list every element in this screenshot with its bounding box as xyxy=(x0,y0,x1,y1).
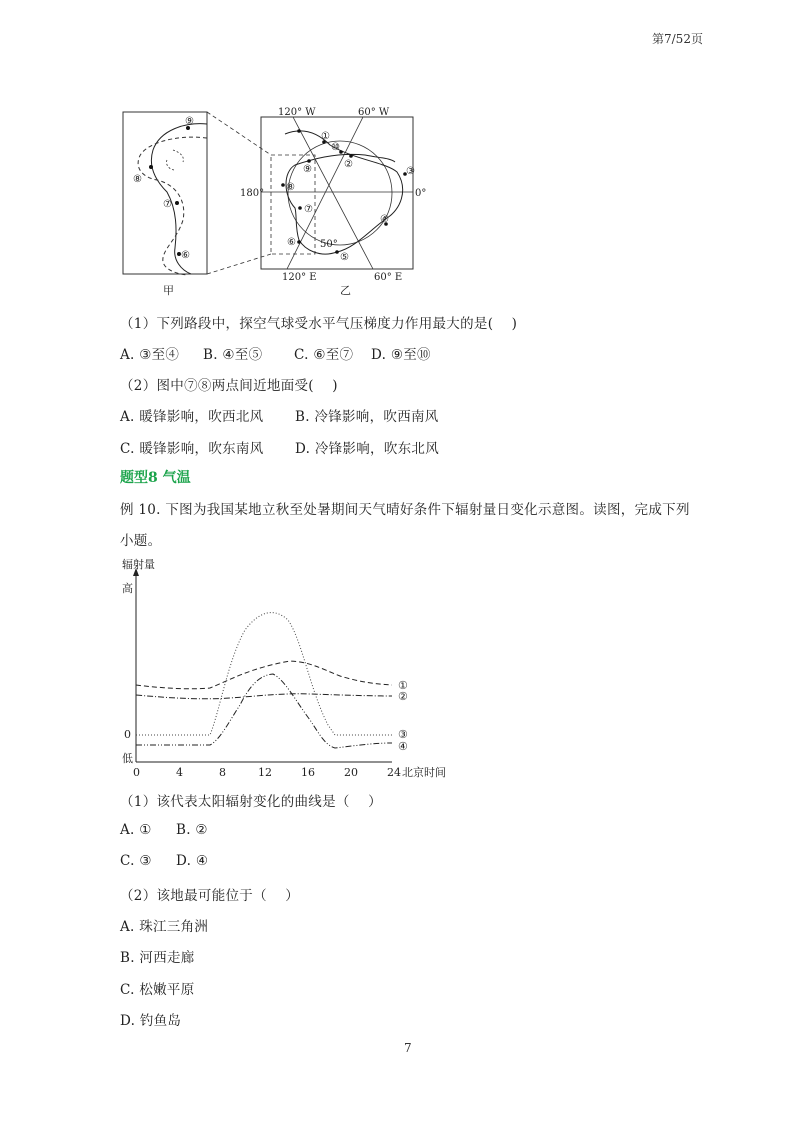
label-50: 50° xyxy=(320,239,338,250)
svg-text:⑥: ⑥ xyxy=(287,237,296,248)
svg-text:⑩: ⑩ xyxy=(331,142,340,153)
question-3-option-a: A. ① xyxy=(120,822,152,838)
label-120e: 120° E xyxy=(282,272,317,283)
x-axis-label: 北京时间 xyxy=(402,766,446,779)
question-2-option-c: C. 暖锋影响，吹东南风 xyxy=(120,441,264,457)
svg-text:②: ② xyxy=(344,159,353,170)
point-8-left: ⑧ xyxy=(133,174,142,185)
svg-text:20: 20 xyxy=(344,766,358,779)
section-heading: 题型8 气温 xyxy=(120,470,191,486)
legend-4: ④ xyxy=(398,740,408,753)
question-4-option-c: C. 松嫩平原 xyxy=(120,982,195,998)
question-2-option-b: B. 冷锋影响，吹西南风 xyxy=(295,409,439,425)
legend-3: ③ xyxy=(398,728,408,741)
label-60e: 60° E xyxy=(374,272,403,283)
question-3-option-b: B. ② xyxy=(176,822,208,838)
question-1-option-b: B. ④至⑤ xyxy=(203,347,263,363)
y-tick-low: 低 xyxy=(122,752,133,765)
legend-1: ① xyxy=(398,679,408,692)
svg-text:①: ① xyxy=(321,131,330,142)
question-4-stem: （2）该地最可能位于（ ） xyxy=(120,888,300,904)
svg-text:4: 4 xyxy=(176,766,183,779)
question-2-option-a: A. 暖锋影响，吹西北风 xyxy=(120,409,264,425)
question-2-option-d: D. 冷锋影响，吹东北风 xyxy=(295,441,440,457)
question-4-option-b: B. 河西走廊 xyxy=(120,950,195,966)
svg-text:④: ④ xyxy=(380,214,389,225)
label-180: 180° xyxy=(240,188,265,199)
svg-text:⑦: ⑦ xyxy=(304,204,313,215)
svg-text:16: 16 xyxy=(301,766,315,779)
example-10-line-1: 例 10. 下图为我国某地立秋至处暑期间天气晴好条件下辐射量日变化示意图。读图，完成下列 xyxy=(120,502,690,518)
y-tick-high: 高 xyxy=(122,582,133,595)
svg-text:24: 24 xyxy=(387,766,401,779)
question-3-option-d: D. ④ xyxy=(176,853,209,869)
y-axis-label: 辐射量 xyxy=(122,558,155,571)
panel-label-jia: 甲 xyxy=(163,284,175,297)
point-9-left: ⑨ xyxy=(185,116,194,127)
question-2-stem: （2）图中⑦⑧两点间近地面受( ) xyxy=(120,378,338,394)
svg-text:12: 12 xyxy=(258,766,272,779)
radiation-chart xyxy=(110,550,480,780)
label-0: 0° xyxy=(415,188,427,199)
y-tick-zero: 0 xyxy=(124,728,131,741)
svg-text:⑨: ⑨ xyxy=(303,164,312,175)
svg-text:⑧: ⑧ xyxy=(286,182,295,193)
point-6-left: ⑥ xyxy=(181,250,190,261)
point-7-left: ⑦ xyxy=(163,199,172,210)
svg-text:⑤: ⑤ xyxy=(340,252,349,263)
svg-text:0: 0 xyxy=(133,766,140,779)
svg-text:③: ③ xyxy=(406,166,415,177)
page-number: 7 xyxy=(404,1041,412,1055)
question-1-option-d: D. ⑨至⑩ xyxy=(371,347,431,363)
legend-2: ② xyxy=(398,690,408,703)
question-1-option-c: C. ⑥至⑦ xyxy=(294,347,354,363)
question-1-option-a: A. ③至④ xyxy=(120,347,180,363)
question-1-stem: （1）下列路段中，探空气球受水平气压梯度力作用最大的是( ) xyxy=(120,316,518,332)
example-10-line-2: 小题。 xyxy=(120,533,162,549)
label-120w: 120° W xyxy=(278,107,316,118)
svg-text:8: 8 xyxy=(219,766,226,779)
question-4-option-a: A. 珠江三角洲 xyxy=(120,919,209,935)
panel-label-yi: 乙 xyxy=(340,284,352,297)
label-60w: 60° W xyxy=(358,107,390,118)
question-3-option-c: C. ③ xyxy=(120,853,152,869)
question-3-stem: （1）该代表太阳辐射变化的曲线是（ ） xyxy=(120,794,382,810)
question-4-option-d: D. 钓鱼岛 xyxy=(120,1013,182,1029)
page-indicator: 第7/52页 xyxy=(652,32,703,46)
balloon-track-figure xyxy=(115,100,445,300)
